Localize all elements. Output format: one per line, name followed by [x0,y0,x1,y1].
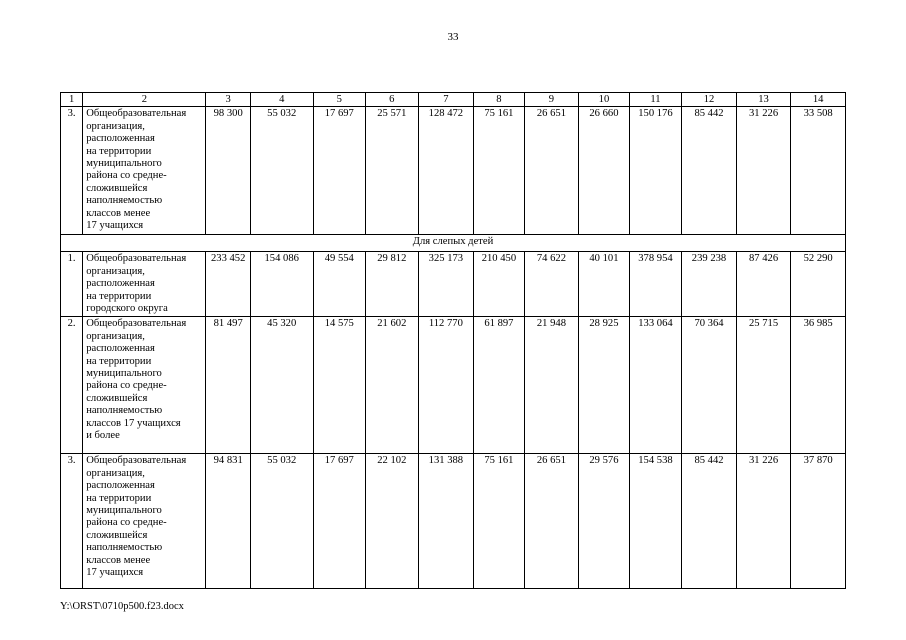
table-row [61,107,846,235]
column-number: 9 [524,93,579,107]
file-path-footer: Y:\ORST\0710p500.f23.docx [60,601,184,612]
value-cell: 233 452 [206,252,250,317]
value-cell: 31 226 [736,454,791,589]
value-cell: 45 320 [250,317,313,454]
column-number-row [61,93,846,107]
value-cell: 28 925 [579,317,630,454]
table-row [61,454,846,589]
value-cell: 98 300 [206,107,250,235]
value-cell: 81 497 [206,317,250,454]
organization-name-line: района со средне- [86,517,167,529]
column-number: 4 [250,93,313,107]
value-cell: 94 831 [206,454,250,589]
value-cell: 52 290 [791,252,846,317]
table-body [61,93,846,589]
value-cell: 133 064 [629,317,682,454]
organization-name-line: классов менее [86,554,151,566]
value-cell: 87 426 [736,252,791,317]
value-cell: 14 575 [313,317,366,454]
value-cell: 26 660 [579,107,630,235]
column-number: 10 [579,93,630,107]
value-cell: 74 622 [524,252,579,317]
column-number: 7 [418,93,474,107]
value-cell: 55 032 [250,107,313,235]
value-cell: 150 176 [629,107,682,235]
organization-name-line: расположенная [86,278,155,290]
value-cell: 21 602 [366,317,419,454]
row-index: 1. [61,252,83,317]
organization-name-line: классов 17 учащихся [86,417,181,429]
organization-name-line: организация, [86,330,145,342]
table-row [61,252,846,317]
column-number: 5 [313,93,366,107]
value-cell: 131 388 [418,454,474,589]
organization-name-line: организация, [86,265,145,277]
organization-name [83,454,206,589]
value-cell: 31 226 [736,107,791,235]
organization-name-line: Общеобразовательная [86,253,187,265]
value-cell: 40 101 [579,252,630,317]
column-number: 8 [474,93,525,107]
value-cell: 210 450 [474,252,525,317]
page-number: 33 [447,31,459,43]
organization-name-line: сложившейся [86,392,148,404]
value-cell: 239 238 [682,252,737,317]
organization-name-line: 17 учащихся [86,567,144,579]
organization-name-line: на территории [86,492,152,504]
organization-name [83,252,206,317]
value-cell: 154 086 [250,252,313,317]
data-table [60,92,846,589]
table-row [61,317,846,454]
organization-name-line: сложившейся [86,182,148,194]
value-cell: 128 472 [418,107,474,235]
value-cell: 25 715 [736,317,791,454]
value-cell: 85 442 [682,107,737,235]
value-cell: 33 508 [791,107,846,235]
organization-name-line: расположенная [86,343,155,355]
organization-name-line: наполняемостью [86,195,163,207]
column-number: 13 [736,93,791,107]
organization-name-line: района со средне- [86,380,167,392]
column-number: 11 [629,93,682,107]
value-cell: 55 032 [250,454,313,589]
organization-name-line: и более [86,430,120,442]
column-number: 1 [61,93,83,107]
organization-name [83,317,206,454]
organization-name-line: Общеобразовательная [86,318,187,330]
section-header-row [61,235,846,252]
value-cell: 26 651 [524,454,579,589]
organization-name-line: 17 учащихся [86,220,144,232]
organization-name-line: расположенная [86,133,155,145]
value-cell: 112 770 [418,317,474,454]
value-cell: 36 985 [791,317,846,454]
organization-name-line: на территории [86,145,152,157]
value-cell: 29 576 [579,454,630,589]
organization-name-line: муниципального [86,368,162,380]
column-number: 12 [682,93,737,107]
organization-name-line: расположенная [86,480,155,492]
value-cell: 21 948 [524,317,579,454]
organization-name-line: организация, [86,120,145,132]
value-cell: 378 954 [629,252,682,317]
organization-name-line: сложившейся [86,529,148,541]
organization-name-line: района со средне- [86,170,167,182]
row-index: 3. [61,107,83,235]
organization-name-line: Общеобразовательная [86,455,187,467]
value-cell: 70 364 [682,317,737,454]
value-cell: 26 651 [524,107,579,235]
organization-name-line: Общеобразовательная [86,108,187,120]
organization-name-line: организация, [86,467,145,479]
column-number: 3 [206,93,250,107]
value-cell: 17 697 [313,454,366,589]
organization-name-line: муниципального [86,158,162,170]
organization-name-line: на территории [86,290,152,302]
value-cell: 75 161 [474,107,525,235]
value-cell: 25 571 [366,107,419,235]
value-cell: 154 538 [629,454,682,589]
organization-name-line: наполняемостью [86,405,163,417]
value-cell: 37 870 [791,454,846,589]
value-cell: 49 554 [313,252,366,317]
value-cell: 325 173 [418,252,474,317]
organization-name-line: муниципального [86,505,162,517]
value-cell: 22 102 [366,454,419,589]
organization-name-line: наполняемостью [86,542,163,554]
column-number: 6 [366,93,419,107]
section-title: Для слепых детей [61,235,846,252]
value-cell: 17 697 [313,107,366,235]
row-index: 3. [61,454,83,589]
value-cell: 75 161 [474,454,525,589]
organization-name-line: городского округа [86,303,168,315]
organization-name [83,107,206,235]
value-cell: 29 812 [366,252,419,317]
organization-name-line: на территории [86,355,152,367]
value-cell: 85 442 [682,454,737,589]
value-cell: 61 897 [474,317,525,454]
column-number: 2 [83,93,206,107]
organization-name-line: классов менее [86,207,151,219]
row-index: 2. [61,317,83,454]
column-number: 14 [791,93,846,107]
